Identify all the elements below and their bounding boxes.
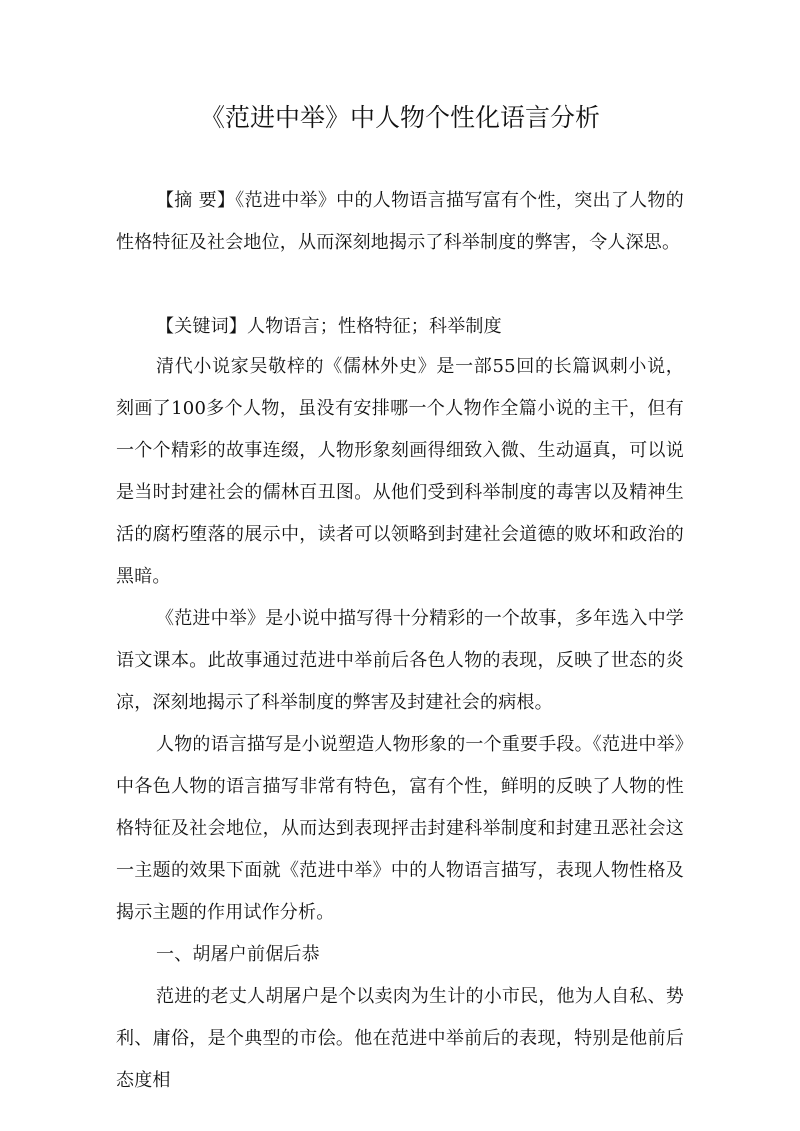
body-section [116,346,684,1102]
keywords-section [116,306,684,348]
abstract-section [116,180,684,264]
body-paragraph-1: 清代小说家吴敬梓的《儒林外史》是一部55回的长篇讽刺小说，刻画了100多个人物，虽没有安排哪一个人物作全篇小说的主干，但有一个个精彩的故事连缀，人物形象刻画得细致入微、生动逼真，可以说是当时封建社会的儒林百丑图。从他们受到科举制度的毒害以及精神生活的腐朽堕落的展示中，读者可以领略到封建社会道德的败坏和政治的黑暗。 [116,356,684,587]
keywords-label: 【关键词】 [156,316,247,337]
keywords-text: 人物语言；性格特征；科举制度 [247,316,502,337]
abstract-label: 【摘 要】 [156,190,236,211]
section-heading: 一、胡屠户前倨后恭 [156,944,320,965]
abstract-text: 《范进中举》中的人物语言描写富有个性，突出了人物的性格特征及社会地位，从而深刻地揭示了科举制度的弊害，令人深思。 [116,190,684,253]
body-paragraph-3: 人物的语言描写是小说塑造人物形象的一个重要手段。《范进中举》中各色人物的语言描写非常有特色，富有个性，鲜明的反映了人物的性格特征及社会地位，从而达到表现抨击封建科举制度和封建丑恶社会这一主题的效果下面就《范进中举》中的人物语言描写，表现人物性格及揭示主题的作用试作分析。 [116,734,684,923]
section-paragraph: 范进的老丈人胡屠户是个以卖肉为生计的小市民，他为人自私、势利、庸俗，是个典型的市侩。他在范进中举前后的表现，特别是他前后态度相 [116,986,684,1091]
document-title: 《范进中举》中人物个性化语言分析 [199,103,600,132]
body-paragraph-2: 《范进中举》是小说中描写得十分精彩的一个故事，多年选入中学语文课本。此故事通过范进中举前后各色人物的表现，反映了世态的炎凉，深刻地揭示了科举制度的弊害及封建社会的病根。 [116,608,684,713]
